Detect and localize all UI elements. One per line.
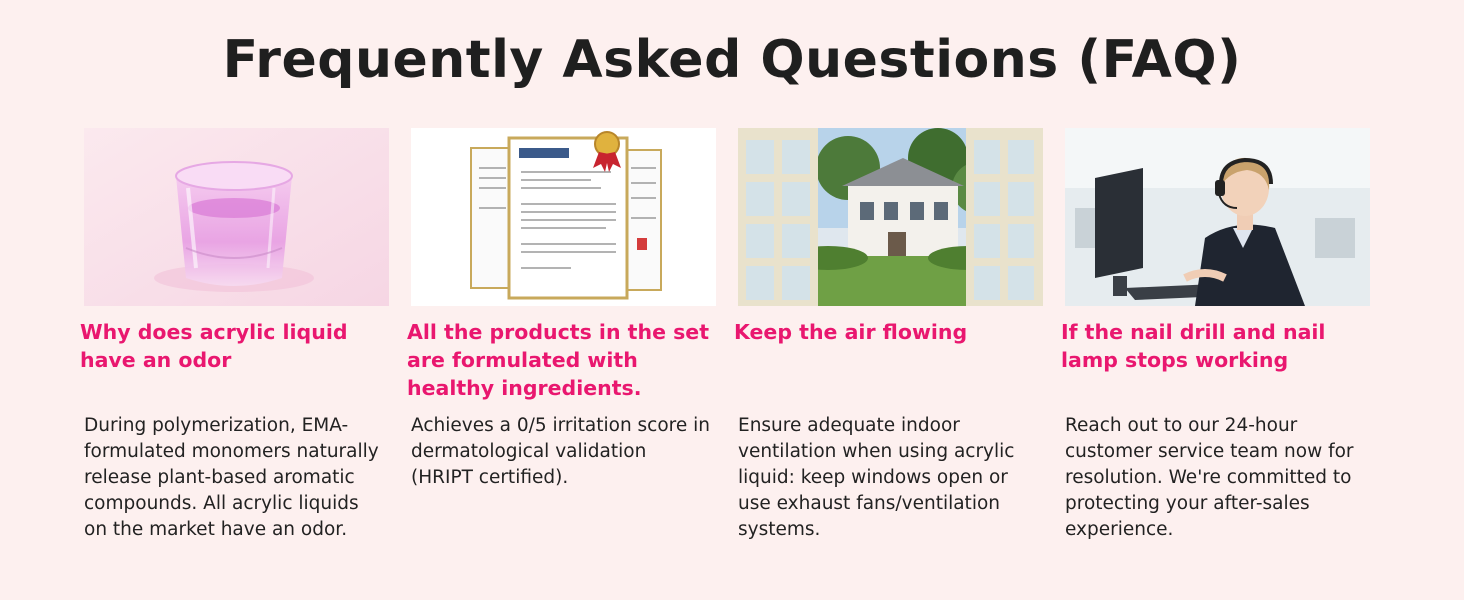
faq-heading: If the nail drill and nail lamp stops working: [1061, 320, 1326, 372]
faq-body: Achieves a 0/5 irritation score in dermatological validation (HRIPT certified).: [411, 415, 710, 488]
certificate-documents-image: [411, 128, 716, 306]
acrylic-dappen-dish-image: [84, 128, 389, 306]
faq-heading: Why does acrylic liquid have an odor: [80, 320, 348, 372]
faq-body: Ensure adequate indoor ventilation when using acrylic liquid: keep windows open or use exhaust fans/ventilation systems.: [738, 415, 1015, 540]
faq-heading: All the products in the set are formulated with healthy ingredients.: [407, 320, 710, 400]
faq-card-ingredients: [407, 128, 716, 488]
faq-heading: Keep the air flowing: [734, 320, 968, 344]
page-title: Frequently Asked Questions (FAQ): [222, 30, 1242, 90]
faq-body: During polymerization, EMA-formulated monomers naturally release plant-based aromatic compounds. All acrylic liquids on the market have an odor.: [84, 415, 379, 540]
faq-card-ventilation: [734, 128, 1043, 540]
customer-service-agent-image: [1065, 128, 1370, 306]
faq-card-odor: [80, 128, 389, 540]
faq-body: Reach out to our 24-hour customer service team now for resolution. We're committed to protecting your after-sales experience.: [1065, 415, 1354, 540]
open-window-image: [738, 128, 1043, 306]
faq-card-support: [1061, 128, 1370, 540]
